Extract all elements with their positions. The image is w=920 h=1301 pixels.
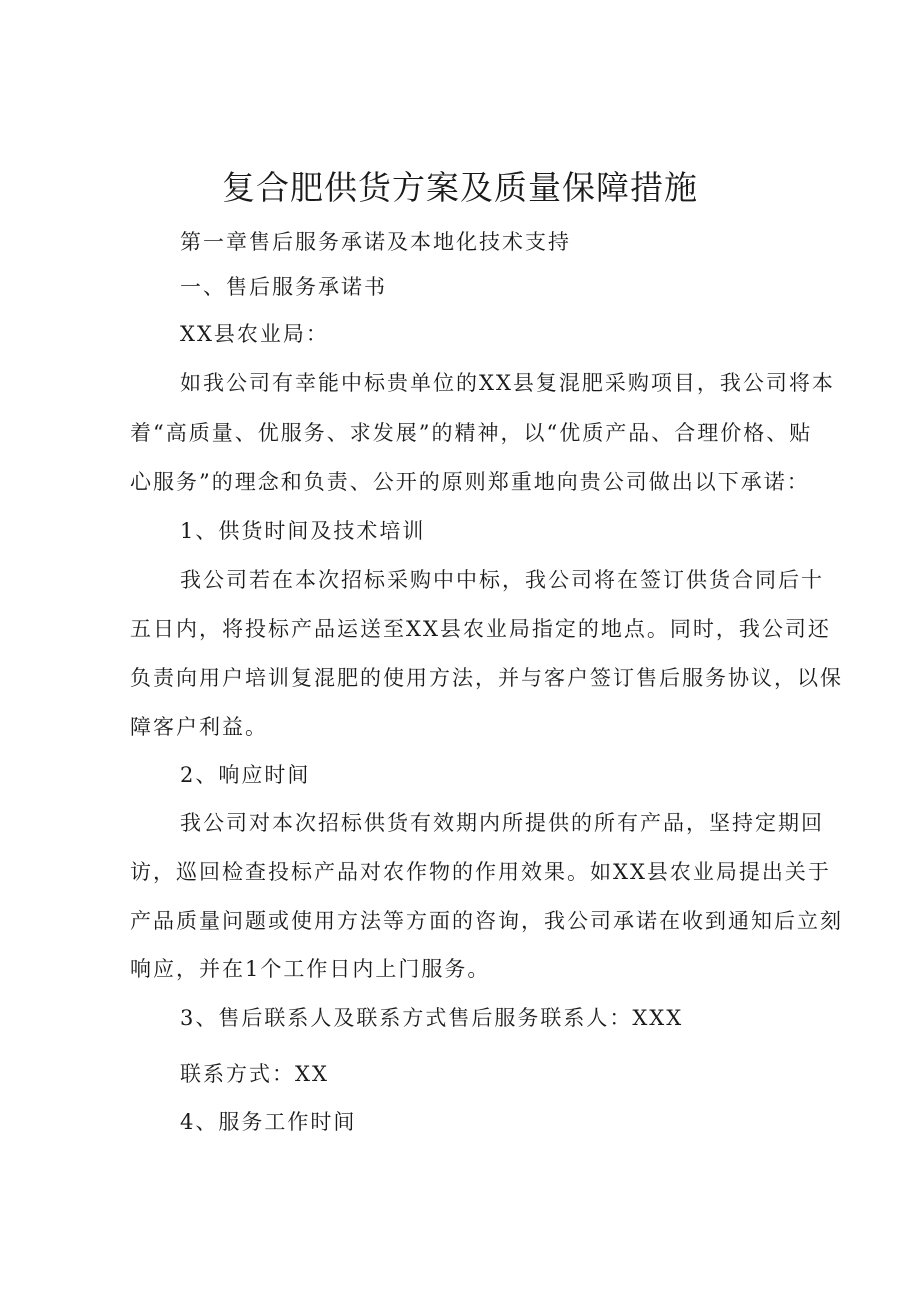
item-heading: 4、服务工作时间	[180, 1110, 357, 1134]
section-heading: 一、售后服务承诺书	[180, 275, 387, 299]
contact-line: 联系方式：XX	[180, 1062, 329, 1086]
paragraph-line: 我公司若在本次招标采购中中标，我公司将在签订供货合同后十	[180, 568, 824, 592]
item-heading: 3、售后联系人及联系方式售后服务联系人：XXX	[180, 1006, 684, 1030]
paragraph-line: 着“高质量、优服务、求发展”的精神，以“优质产品、合理价格、贴	[130, 421, 813, 445]
page-title: 复合肥供货方案及质量保障措施	[222, 168, 698, 207]
paragraph-line: 响应，并在1个工作日内上门服务。	[130, 957, 491, 981]
paragraph-line: 心服务”的理念和负责、公开的原则郑重地向贵公司做出以下承诺：	[130, 470, 810, 494]
paragraph-line: 访，巡回检查投标产品对农作物的作用效果。如XX县农业局提出关于	[130, 860, 831, 884]
paragraph-line: 负责向用户培训复混肥的使用方法，并与客户签订售后服务协议，以保	[130, 666, 843, 690]
paragraph-line: 我公司对本次招标供货有效期内所提供的所有产品，坚持定期回	[180, 811, 824, 835]
paragraph-line: 五日内，将投标产品运送至XX县农业局指定的地点。同时，我公司还	[130, 617, 831, 641]
chapter-heading: 第一章售后服务承诺及本地化技术支持	[180, 230, 571, 254]
item-heading: 1、供货时间及技术培训	[180, 519, 426, 543]
paragraph-line: 产品质量问题或使用方法等方面的咨询，我公司承诺在收到通知后立刻	[130, 909, 843, 933]
paragraph-line: 如我公司有幸能中标贵单位的XX县复混肥采购项目，我公司将本	[180, 371, 835, 395]
recipient-line: XX县农业局：	[180, 322, 329, 346]
paragraph-line: 障客户利益。	[130, 715, 268, 739]
item-heading: 2、响应时间	[180, 763, 311, 787]
